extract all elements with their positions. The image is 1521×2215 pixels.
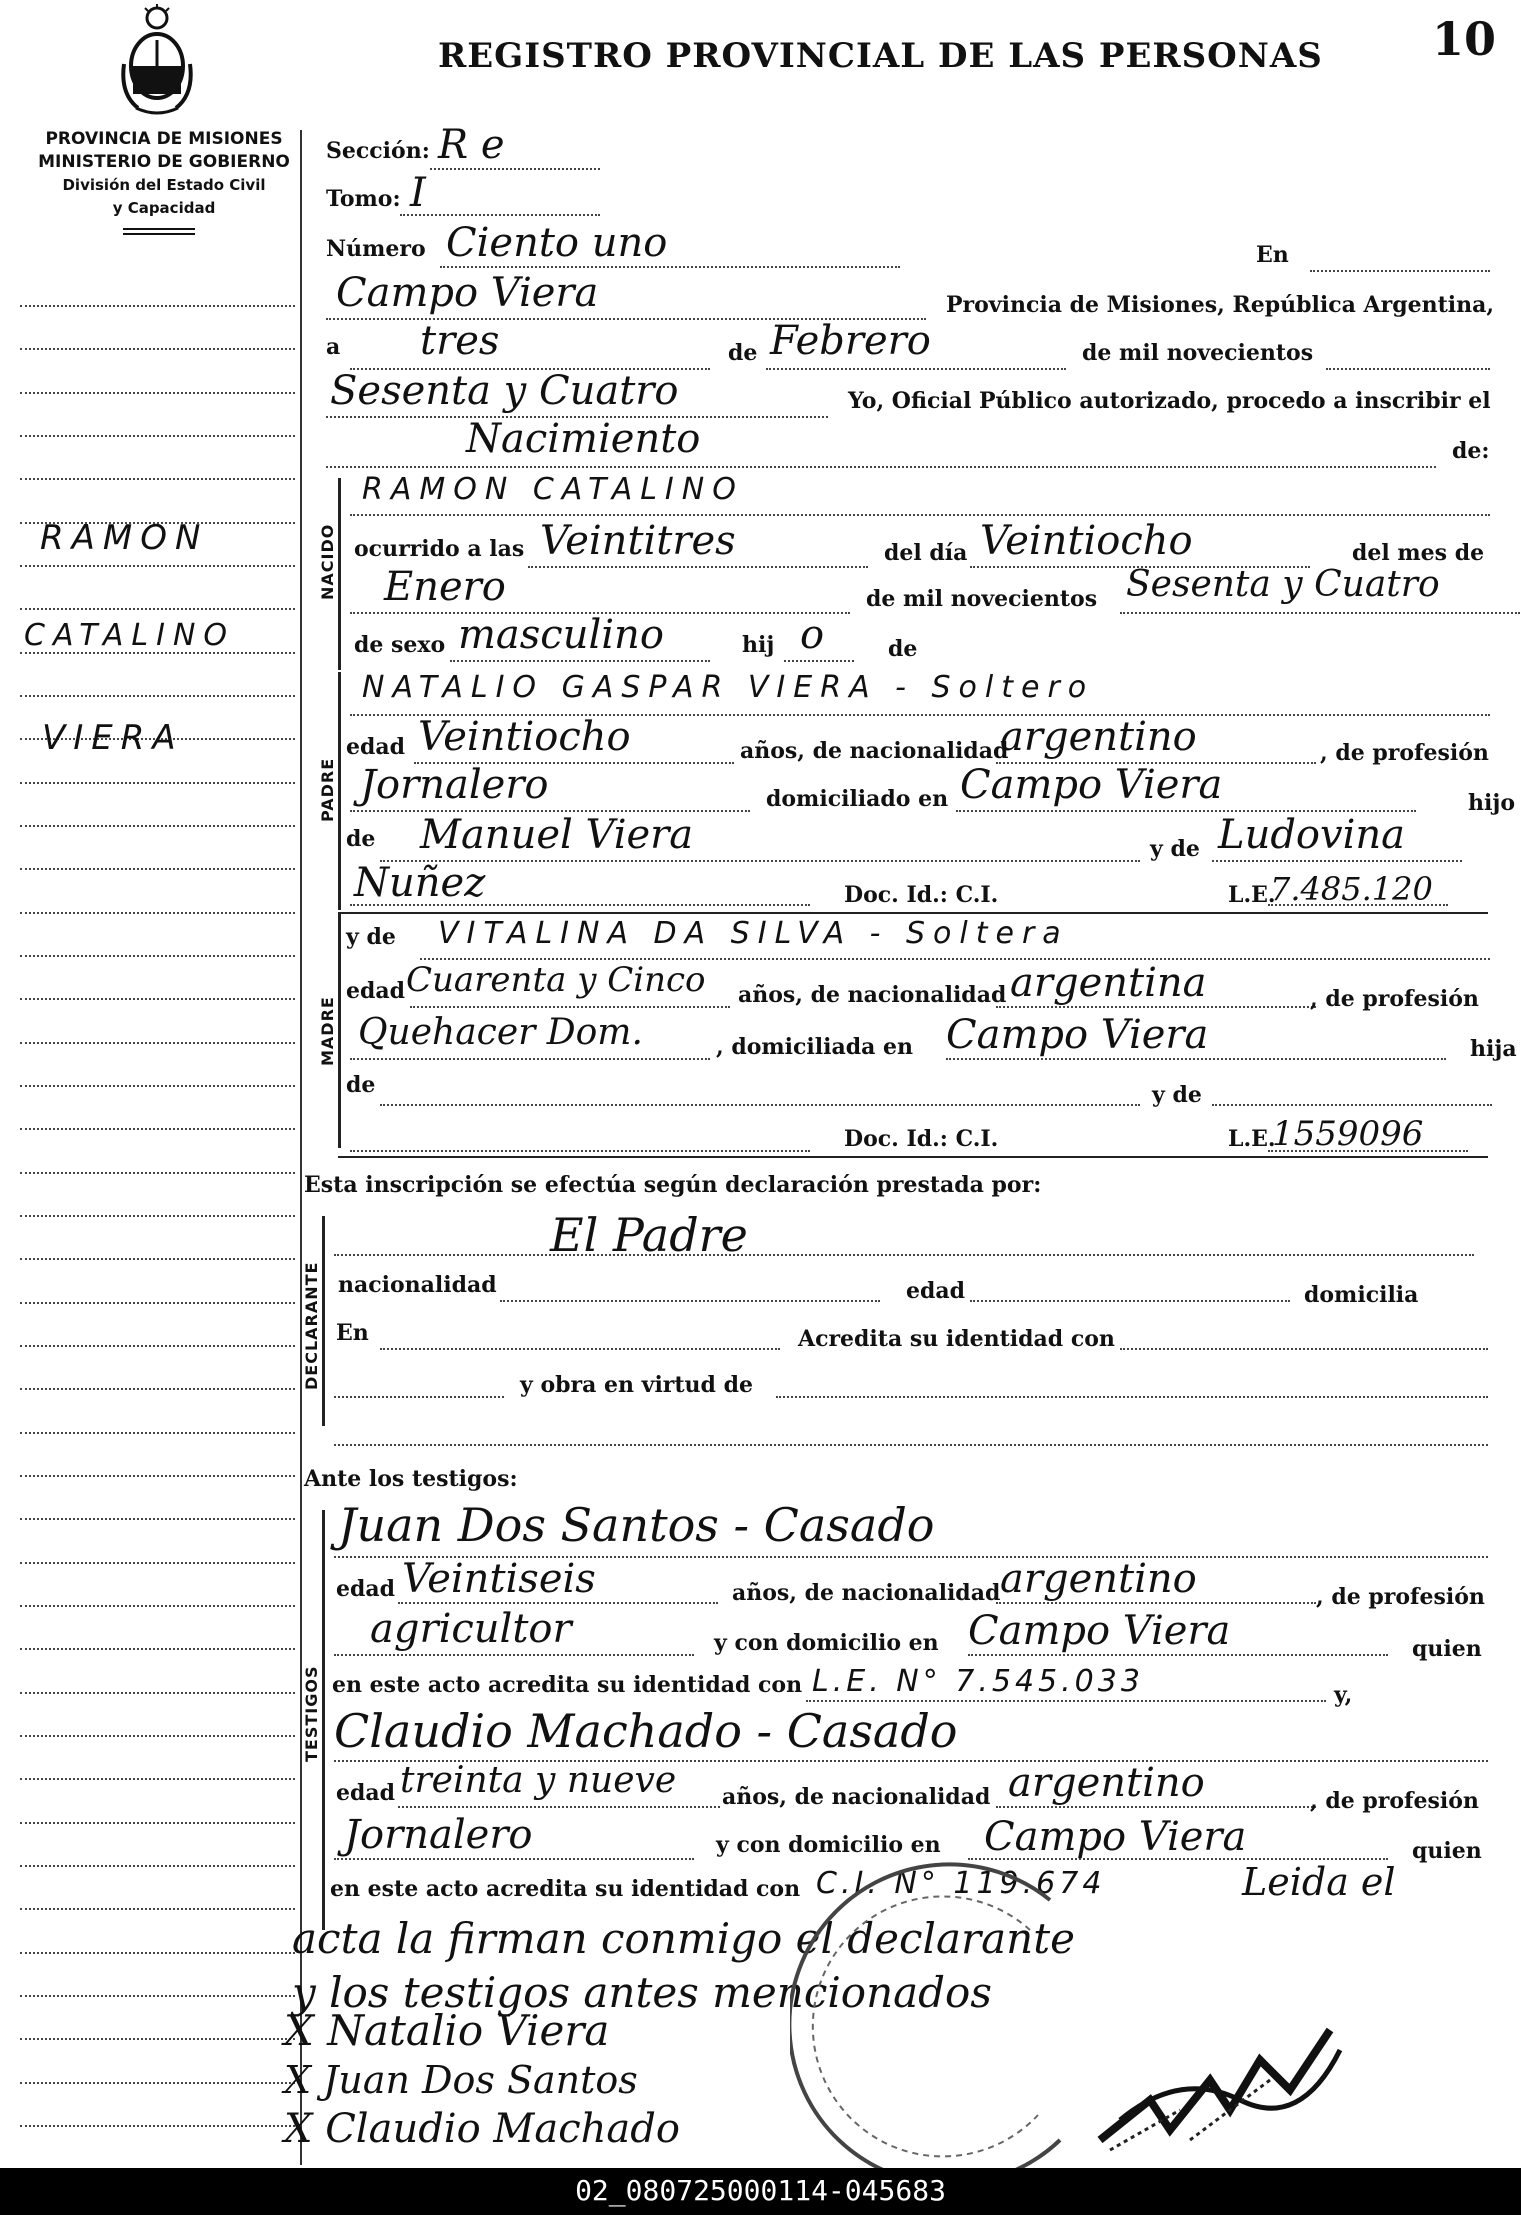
label-prof-t1: , de profesión xyxy=(1316,1584,1485,1610)
value-hora: Veintitres xyxy=(540,518,736,564)
value-t2-nac: argentino xyxy=(1008,1760,1205,1806)
signature-witness-2: X Claudio Machado xyxy=(284,2106,680,2152)
value-madre-nac: argentina xyxy=(1010,960,1207,1006)
value-sexo: masculino xyxy=(458,612,664,658)
label-numero: Número xyxy=(326,236,426,262)
label-domicilio-t1: y con domicilio en xyxy=(714,1630,939,1656)
org-province: PROVINCIA DE MISIONES xyxy=(45,129,283,149)
label-y-de-padre: y de xyxy=(1150,836,1200,862)
footer-bar xyxy=(0,2168,1521,2215)
margin-name-first: RAMON xyxy=(40,518,209,558)
label-doc-padre: Doc. Id.: C.I. xyxy=(844,882,999,908)
label-ante-testigos: Ante los testigos: xyxy=(304,1466,518,1492)
label-mil-novecientos: de mil novecientos xyxy=(1082,340,1314,366)
label-en-decl: En xyxy=(336,1320,369,1346)
label-le-padre: L.E. xyxy=(1228,882,1276,908)
value-numero: Ciento uno xyxy=(446,220,668,266)
section-bar-padre xyxy=(338,672,341,910)
value-t1-nac: argentino xyxy=(1000,1556,1197,1602)
label-anos-madre: años, de nacionalidad xyxy=(738,982,1007,1008)
label-seccion: Sección: xyxy=(326,138,430,164)
label-domicilio-t2: y con domicilio en xyxy=(716,1832,941,1858)
section-bar-madre xyxy=(338,912,341,1148)
value-mes: Febrero xyxy=(770,318,931,364)
page-number: 10 xyxy=(1432,12,1497,66)
value-padre-prof: Jornalero xyxy=(360,762,549,808)
signature-father: X Natalio Viera xyxy=(284,2006,610,2055)
label-edad-decl: edad xyxy=(906,1278,966,1304)
value-acto: Nacimiento xyxy=(466,416,701,462)
value-madre-dom: Campo Viera xyxy=(946,1012,1209,1058)
label-anos-t1: años, de nacionalidad xyxy=(732,1580,1001,1606)
value-padre-de-1: Manuel Viera xyxy=(420,812,694,858)
value-padre-le: 7.485.120 xyxy=(1270,870,1433,908)
label-en-este-acto-t1: en este acto acredita su identidad con xyxy=(332,1672,803,1698)
label-y-de-madre: y de xyxy=(346,924,396,950)
value-mes-nac: Enero xyxy=(384,564,506,610)
value-seccion: R e xyxy=(438,122,505,168)
value-t1-edad: Veintiseis xyxy=(402,1556,596,1602)
label-hij: hij xyxy=(742,632,775,658)
label-prof-madre: , de profesión xyxy=(1310,986,1479,1012)
label-de-sexo: de sexo xyxy=(354,632,446,658)
label-hijo: hijo xyxy=(1468,790,1515,816)
value-anio-nac: Sesenta y Cuatro xyxy=(1126,564,1440,605)
org-division: División del Estado Civil xyxy=(62,176,266,194)
value-padre-edad: Veintiocho xyxy=(418,714,631,760)
label-tomo: Tomo: xyxy=(326,186,401,212)
value-dia: tres xyxy=(420,318,500,364)
official-signature xyxy=(1090,2010,1350,2160)
label-inscripcion: Esta inscripción se efectúa según declaración prestada por: xyxy=(304,1172,1042,1198)
label-en: En xyxy=(1256,242,1289,268)
label-domiciliada: , domiciliada en xyxy=(716,1034,914,1060)
label-obra-decl: y obra en virtud de xyxy=(520,1372,753,1398)
value-nombre: RAMON CATALINO xyxy=(362,472,744,507)
label-edad-padre: edad xyxy=(346,734,406,760)
value-testigo1: Juan Dos Santos - Casado xyxy=(338,1498,935,1552)
label-a: a xyxy=(326,334,341,360)
value-t1-prof: agricultor xyxy=(370,1606,572,1652)
label-y-t1: y, xyxy=(1334,1682,1353,1708)
value-t2-doc-cont: Leida el xyxy=(1242,1860,1396,1904)
value-madre-le: 1559096 xyxy=(1272,1114,1424,1154)
label-de-hij: de xyxy=(888,636,918,662)
coat-of-arms-icon xyxy=(118,4,196,116)
value-t2-prof: Jornalero xyxy=(344,1812,533,1858)
label-prof-padre: , de profesión xyxy=(1320,740,1489,766)
margin-name-third: VIERA xyxy=(42,718,184,758)
label-edad-t2: edad xyxy=(336,1780,396,1806)
section-label-padre: PADRE xyxy=(318,757,337,822)
label-de-colon: de: xyxy=(1452,438,1490,464)
label-del-dia: del día xyxy=(884,540,968,566)
label-domiciliado: domiciliado en xyxy=(766,786,949,812)
label-yo-oficial: Yo, Oficial Público autorizado, procedo a inscribir el xyxy=(848,388,1491,414)
label-acredita-decl: Acredita su identidad con xyxy=(798,1326,1115,1352)
label-anos-t2: años, de nacionalidad xyxy=(722,1784,991,1810)
label-y-de-madre-padres: y de xyxy=(1152,1082,1202,1108)
section-label-declarante: DECLARANTE xyxy=(302,1261,321,1390)
value-padre: NATALIO GASPAR VIERA - Soltero xyxy=(362,670,1095,705)
value-madre-edad: Cuarenta y Cinco xyxy=(406,960,706,1000)
value-lugar: Campo Viera xyxy=(336,270,599,316)
org-capacity: y Capacidad xyxy=(112,199,216,217)
label-anos-padre: años, de nacionalidad xyxy=(740,738,1009,764)
section-bar-declarante xyxy=(322,1216,325,1426)
label-del-mes: del mes de xyxy=(1352,540,1485,566)
official-stamp xyxy=(790,1860,1090,2170)
label-en-este-acto-t2: en este acto acredita su identidad con xyxy=(330,1876,801,1902)
signature-witness-1: X Juan Dos Santos xyxy=(284,2058,638,2102)
label-quien-t2: quien xyxy=(1412,1838,1482,1864)
value-madre-prof: Quehacer Dom. xyxy=(358,1012,643,1053)
value-padre-nac: argentino xyxy=(1000,714,1197,760)
margin-name-second: CATALINO xyxy=(24,618,235,653)
label-de: de xyxy=(728,340,758,366)
label-doc-madre: Doc. Id.: C.I. xyxy=(844,1126,999,1152)
margin-rule xyxy=(300,130,302,2165)
value-testigo2: Claudio Machado - Casado xyxy=(334,1704,958,1758)
value-padre-de-2: Ludovina xyxy=(1218,812,1406,858)
label-de-padre-padres: de xyxy=(346,826,376,852)
label-edad-t1: edad xyxy=(336,1576,396,1602)
document-title: REGISTRO PROVINCIAL DE LAS PERSONAS xyxy=(438,36,1323,76)
value-hij-suffix: o xyxy=(800,612,825,658)
label-ocurrido: ocurrido a las xyxy=(354,536,525,562)
label-domicilia-decl: domicilia xyxy=(1304,1282,1419,1308)
label-de-madre-padres: de xyxy=(346,1072,376,1098)
value-padre-dom: Campo Viera xyxy=(960,762,1223,808)
label-edad-madre: edad xyxy=(346,978,406,1004)
value-anio: Sesenta y Cuatro xyxy=(330,368,679,414)
label-prof-t2: , de profesión xyxy=(1310,1788,1479,1814)
value-t1-dom: Campo Viera xyxy=(968,1608,1231,1654)
value-t2-edad: treinta y nueve xyxy=(400,1760,677,1801)
label-le-madre: L.E. xyxy=(1228,1126,1276,1152)
org-divider xyxy=(123,228,195,235)
label-provincia: Provincia de Misiones, República Argentina, xyxy=(946,292,1495,318)
label-hija: hija xyxy=(1470,1036,1517,1062)
section-bar-testigos xyxy=(322,1510,325,1930)
closing-line-2: y los testigos antes mencionados xyxy=(292,1968,992,2017)
value-tomo: I xyxy=(410,170,426,216)
label-mil-novecientos-nac: de mil novecientos xyxy=(866,586,1098,612)
section-bar-nacido xyxy=(338,478,341,670)
value-t2-dom: Campo Viera xyxy=(984,1814,1247,1860)
label-nacionalidad-decl: nacionalidad xyxy=(338,1272,497,1298)
value-declarante: El Padre xyxy=(550,1208,748,1262)
value-padre-de-3: Nuñez xyxy=(354,860,486,906)
org-block xyxy=(28,128,300,220)
footer-filename: 02_080725000114-045683 xyxy=(575,2174,946,2207)
value-madre: VITALINA DA SILVA - Soltera xyxy=(438,916,1069,951)
label-quien-t1: quien xyxy=(1412,1636,1482,1662)
value-dia-nac: Veintiocho xyxy=(980,518,1193,564)
closing-line-1: acta la firman conmigo el declarante xyxy=(292,1914,1075,1963)
org-ministry: MINISTERIO DE GOBIERNO xyxy=(38,152,290,172)
section-label-testigos: TESTIGOS xyxy=(302,1665,321,1762)
section-label-nacido: NACIDO xyxy=(318,523,337,600)
value-t1-doc: L.E. N° 7.545.033 xyxy=(812,1664,1144,1699)
section-label-madre: MADRE xyxy=(318,996,337,1066)
value-t2-doc: C.I. N° 119.674 xyxy=(816,1866,1106,1901)
